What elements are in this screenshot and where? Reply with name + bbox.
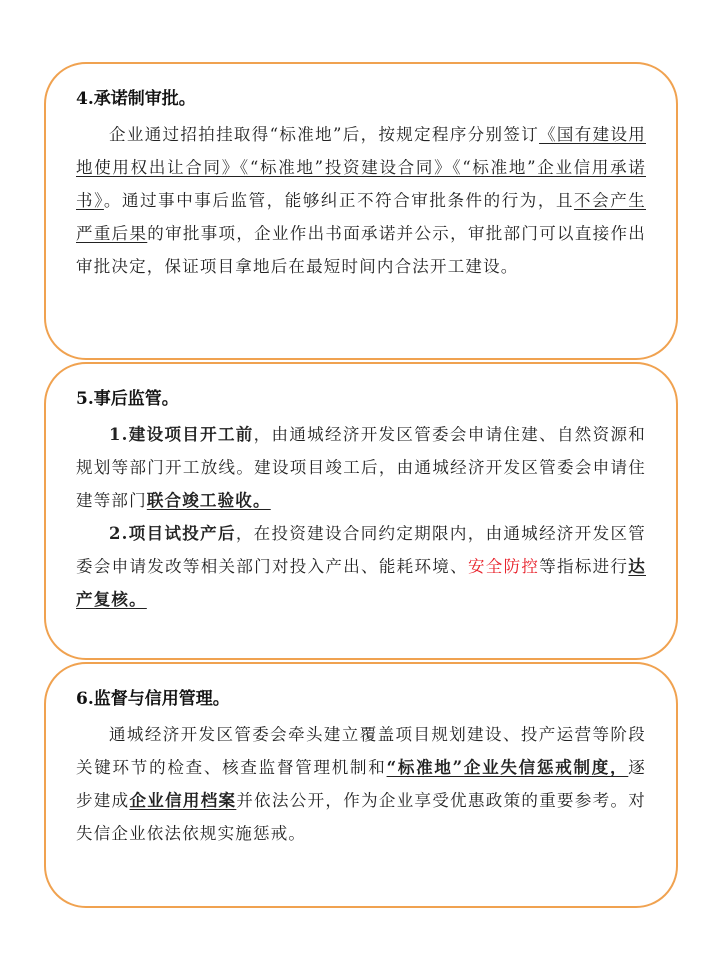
- section-paragraph: [76, 718, 646, 850]
- paragraph-text: 并依法公开，作为企业享受优惠政策的重要参考。对失信企业依法依规实施惩戒。: [76, 791, 646, 843]
- section-paragraph: [76, 118, 646, 283]
- capacity-review-underlined: 达产复核。: [76, 557, 646, 609]
- section-paragraph: [76, 517, 646, 616]
- contract-names-underlined: 《国有建设用地使用权出让合同》《“标准地”投资建设合同》《“标准地”企业信用承诺书》: [76, 125, 646, 210]
- section-heading: 4.承诺制审批。: [76, 89, 196, 109]
- step-title: 2.项目试投产后: [109, 524, 236, 543]
- credit-file-underlined: 企业信用档案: [129, 791, 237, 810]
- paragraph-text: 。通过事中事后监管，能够纠正不符合审批条件的行为，且: [103, 191, 575, 210]
- joint-acceptance-underlined: 联合竣工验收。: [146, 491, 271, 510]
- discredit-system-underlined: “标准地”企业失信惩戒制度，: [386, 758, 629, 777]
- no-serious-consequence-underlined: 不会产生严重后果: [76, 191, 646, 243]
- step-title: 1.建设项目开工前: [109, 425, 254, 444]
- paragraph-text: 逐步建成: [76, 758, 646, 810]
- paragraph-text: ，由通城经济开发区管委会申请住建、自然资源和规划等部门开工放线。建设项目竣工后，由通城经济开发区管委会申请住建等部门: [76, 425, 646, 510]
- paragraph-text: 的审批事项，企业作出书面承诺并公示，审批部门可以直接作出审批决定，保证项目拿地后在最短时间内合法开工建设。: [76, 224, 646, 276]
- section-heading: 6.监督与信用管理。: [76, 689, 230, 709]
- section-paragraph: [76, 418, 646, 517]
- section-card-supervision: [44, 362, 678, 660]
- paragraph-text: 通城经济开发区管委会牵头建立覆盖项目规划建设、投产运营等阶段关键环节的检查、核查监督管理机制和: [76, 725, 646, 777]
- paragraph-text: 等指标进行: [539, 557, 629, 576]
- section-heading: 5.事后监管。: [76, 389, 179, 409]
- paragraph-text: ，在投资建设合同约定期限内，由通城经济开发区管委会申请发改等相关部门对投入产出、能耗环境、: [76, 524, 646, 576]
- paragraph-text: 企业通过招拍挂取得“标准地”后，按规定程序分别签订: [109, 125, 540, 144]
- section-card-approval: [44, 62, 678, 360]
- safety-control-highlight: 安全防控: [467, 557, 540, 576]
- section-card-credit: [44, 662, 678, 908]
